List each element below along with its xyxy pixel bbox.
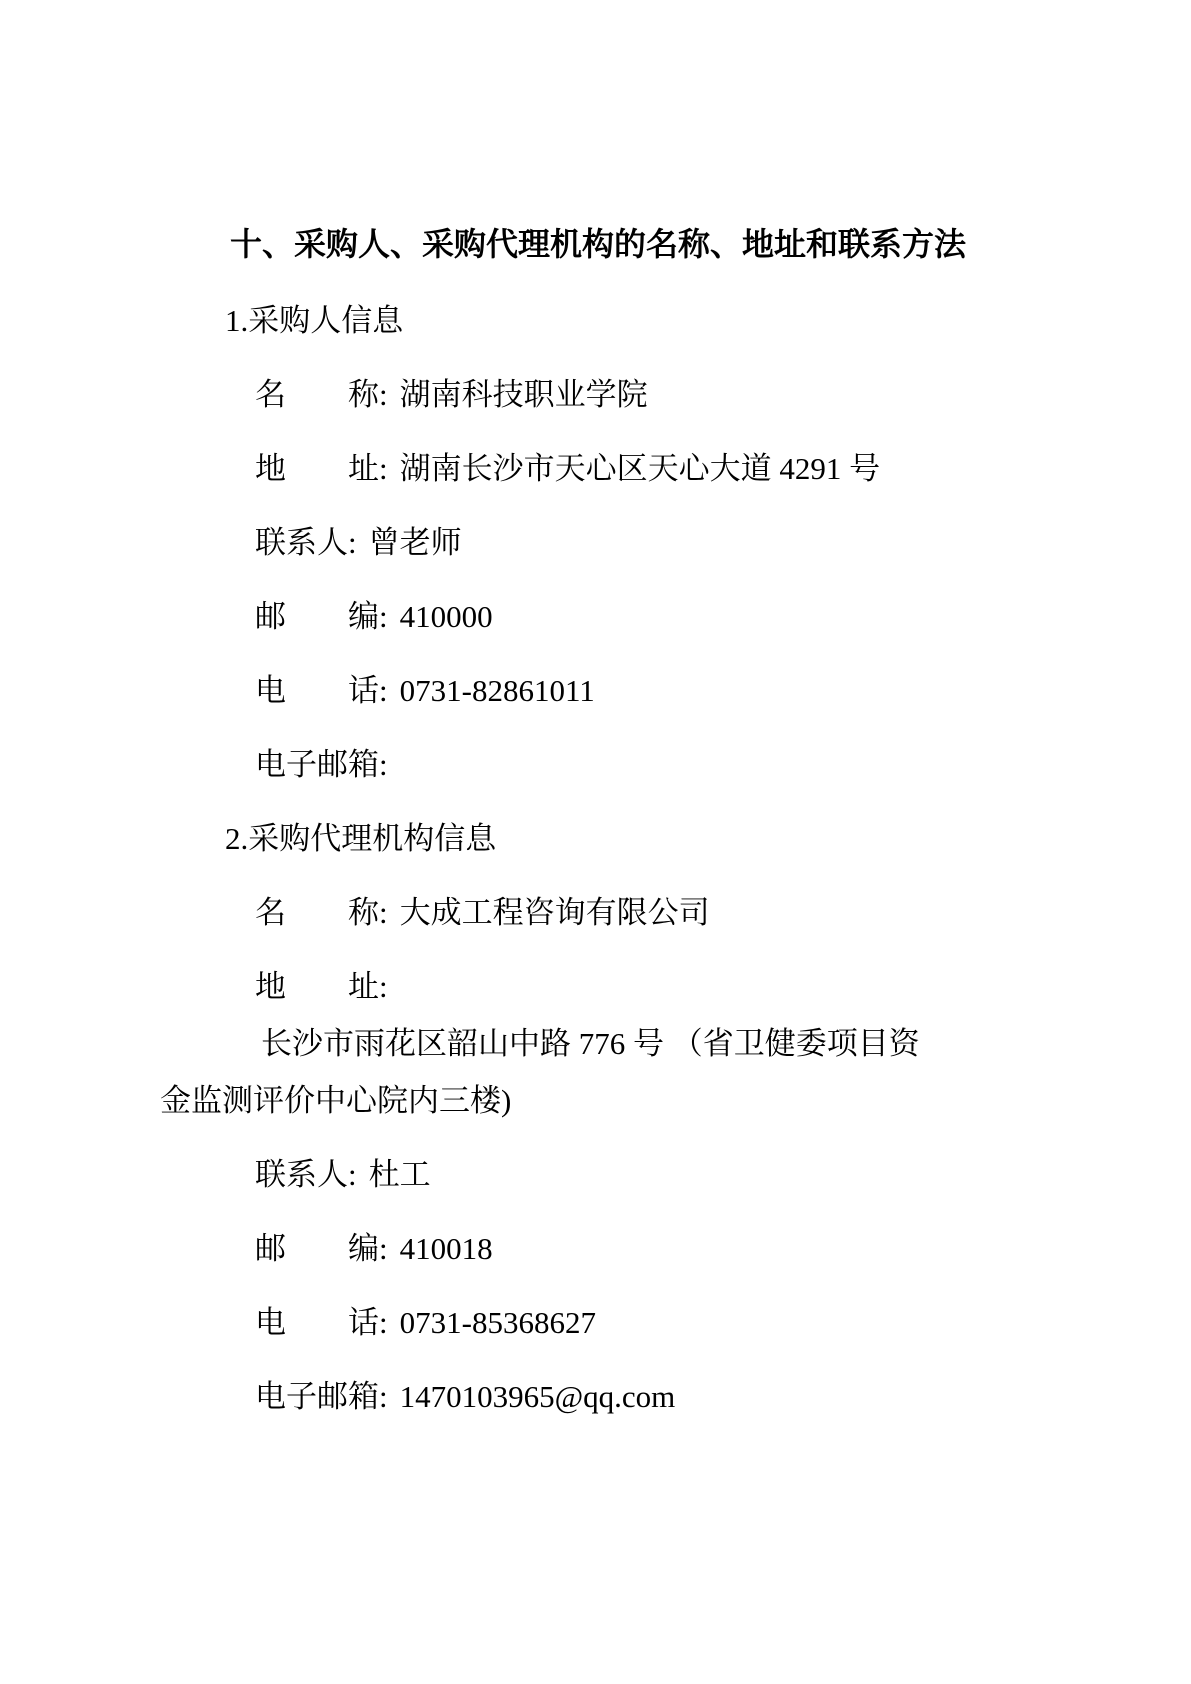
agency-address-value-line2: 金监测评价中心院内三楼) (160, 1083, 512, 1118)
agency-postcode-value: 410018 (399, 1231, 493, 1266)
purchaser-email-row (160, 736, 1036, 793)
purchaser-contact-label: 联系人: (255, 525, 357, 560)
agency-contact-value: 杜工 (368, 1157, 431, 1192)
purchaser-contact-value: 曾老师 (368, 525, 462, 560)
agency-postcode-label: 邮 编: (255, 1231, 388, 1266)
purchaser-name-value: 湖南科技职业学院 (399, 377, 648, 412)
purchaser-address-label: 地 址: (255, 451, 388, 486)
agency-email-value: 1470103965@qq.com (399, 1379, 676, 1414)
agency-contact-label: 联系人: (255, 1157, 357, 1192)
agency-phone-row (160, 1294, 1036, 1351)
purchaser-email-label: 电子邮箱: (255, 747, 388, 782)
purchaser-phone-value: 0731-82861011 (399, 673, 595, 708)
agency-address-line-1 (160, 958, 1036, 1072)
agency-address-label: 地 址: (255, 969, 388, 1004)
agency-name-row (160, 884, 1036, 941)
purchaser-contact-row (160, 514, 1036, 571)
agency-email-row (160, 1368, 1036, 1425)
purchaser-name-row (160, 366, 1036, 423)
purchaser-postcode-label: 邮 编: (255, 599, 388, 634)
purchaser-phone-row (160, 662, 1036, 719)
agency-section-heading: 2.采购代理机构信息 (225, 821, 497, 856)
agency-phone-value: 0731-85368627 (399, 1305, 596, 1340)
purchaser-postcode-row (160, 588, 1036, 645)
agency-address-line-2 (160, 1072, 1036, 1129)
document-title: 十、采购人、采购代理机构的名称、地址和联系方法 (230, 226, 967, 262)
agency-address-row (160, 958, 1036, 1129)
agency-contact-row (160, 1146, 1036, 1203)
agency-postcode-row (160, 1220, 1036, 1277)
purchaser-name-label: 名 称: (255, 377, 388, 412)
agency-name-label: 名 称: (255, 895, 388, 930)
purchaser-postcode-value: 410000 (399, 599, 493, 634)
purchaser-phone-label: 电 话: (255, 673, 388, 708)
agency-address-value-line1: 长沙市雨花区韶山中路 776 号 （省卫健委项目资 (261, 1026, 920, 1061)
purchaser-section-heading: 1.采购人信息 (225, 303, 404, 338)
purchaser-address-row (160, 440, 1036, 497)
agency-email-label: 电子邮箱: (255, 1379, 388, 1414)
purchaser-address-value: 湖南长沙市天心区天心大道 4291 号 (399, 451, 881, 486)
agency-phone-label: 电 话: (255, 1305, 388, 1340)
agency-name-value: 大成工程咨询有限公司 (399, 895, 710, 930)
document-content (160, 212, 1036, 1442)
